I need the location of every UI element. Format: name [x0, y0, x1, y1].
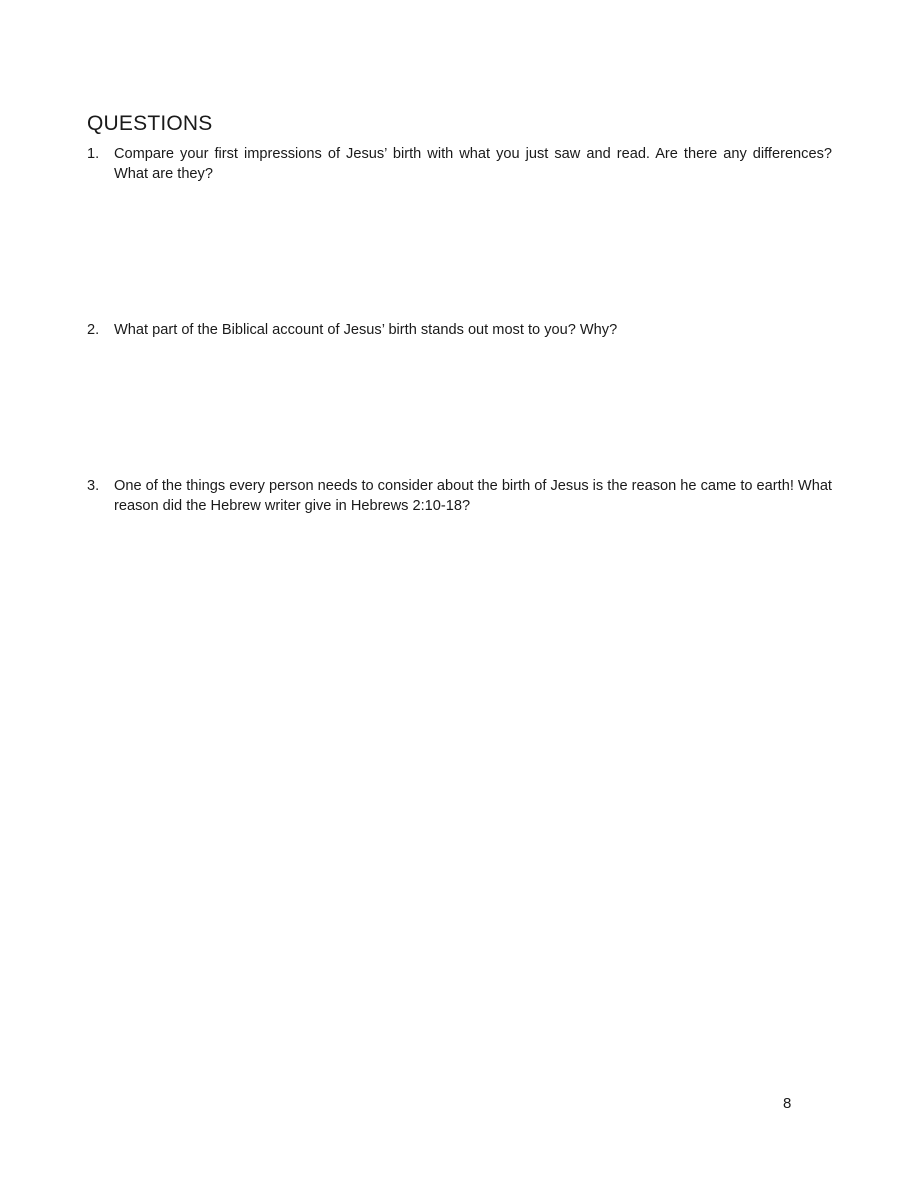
question-item [87, 144, 832, 184]
question-number: 2. [87, 322, 100, 338]
question-number: 1. [87, 146, 100, 162]
question-item [87, 476, 832, 516]
page-number: 8 [783, 1095, 792, 1112]
question-item [87, 320, 832, 340]
question-text: What part of the Biblical account of Jesus’ birth stands out most to you? Why? [114, 322, 618, 338]
question-text: Compare your first impressions of Jesus’ birth with what you just saw and read. Are there any differences? What are they? [114, 146, 832, 182]
question-number: 3. [87, 478, 100, 494]
question-text: One of the things every person needs to consider about the birth of Jesus is the reason he came to earth! What reason did the Hebrew writer give in Hebrews 2:10-18? [114, 478, 832, 514]
section-title: QUESTIONS [87, 112, 213, 135]
